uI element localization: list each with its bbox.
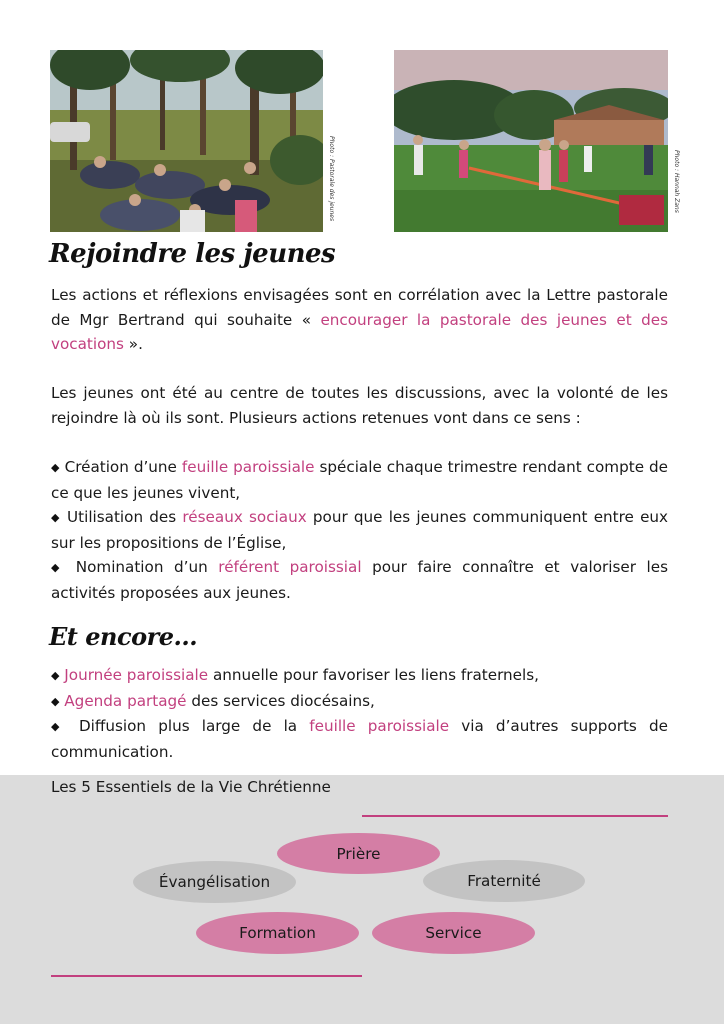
list-item [51,714,668,764]
heading-et-encore: Et encore... [49,622,198,651]
list-item [51,663,668,689]
photo-credit-1: Photo : Pastorale des jeunes [328,136,335,222]
photo-credit-2: Photo : Hannah Zans [673,150,680,213]
bullet-post: pour faire connaître et valoriser les activités proposées aux jeunes. [51,558,668,602]
intro-end: ». [128,335,143,354]
essentials-title: Les 5 Essentiels de la Vie Chrétienne [51,778,331,796]
bullet-post: via d’autres supports de communication. [51,717,669,761]
list-item [51,689,668,715]
divider-bottom [51,975,362,977]
bullet-list-more [51,663,668,764]
bullet-post: des services diocésains, [191,691,375,710]
list-item [51,555,668,605]
diamond-bullet-icon: ◆ [51,561,66,575]
paragraph-youth: Les jeunes ont été au centre de toutes les discussions, avec la volonté de les rejoindre là où ils sont. Plusieurs actions retenues vont dans ce sens : [51,384,668,427]
paragraph-intro [51,283,668,357]
divider-top [362,815,668,817]
essentials-band [0,775,724,1024]
diamond-bullet-icon: ◆ [51,461,60,474]
bullet-highlight: Agenda partagé [64,691,187,710]
bullet-pre: Création d’une [64,458,177,476]
diamond-bullet-icon: ◆ [51,511,61,525]
bullet-highlight: feuille paroissiale [181,458,315,476]
list-item [51,455,668,505]
intro-highlight: encourager la pastorale des jeunes et des vocations [51,310,668,354]
bullet-post: annuelle pour favoriser les liens fraternels, [212,666,539,684]
intro-text: Les actions et réflexions envisagées sont en corrélation avec la Lettre pastorale de Mgr Bertrand qui souhaite « [51,286,668,329]
diamond-bullet-icon: ◆ [51,694,60,708]
pill-evangelisation: Évangélisation [133,861,296,903]
bullet-post: pour que les jeunes communiquent entre eux sur les propositions de l’Église, [51,508,669,552]
heading-rejoindre: Rejoindre les jeunes [49,239,336,269]
photo-group-in-forest [50,50,323,232]
bullet-highlight: référent paroissial [218,558,362,577]
bullet-highlight: réseaux sociaux [182,508,307,527]
diamond-bullet-icon: ◆ [51,669,60,682]
photo-children-playing [394,50,668,232]
pill-service: Service [372,912,535,954]
bullet-post: spéciale chaque trimestre rendant compte de ce que les jeunes vivent, [51,458,669,502]
bullet-highlight: feuille paroissiale [309,717,450,736]
list-item [51,505,668,555]
diamond-bullet-icon: ◆ [51,720,67,734]
bullet-pre: Nomination d’un [75,558,208,577]
bullet-list-actions [51,455,668,606]
pill-fraternite: Fraternité [423,860,585,902]
bullet-highlight: Journée paroissiale [64,666,209,684]
bullet-pre: Utilisation des [67,508,177,527]
bullet-pre: Diffusion plus large de la [78,717,298,736]
pill-priere: Prière [277,833,440,874]
pill-formation: Formation [196,912,359,954]
